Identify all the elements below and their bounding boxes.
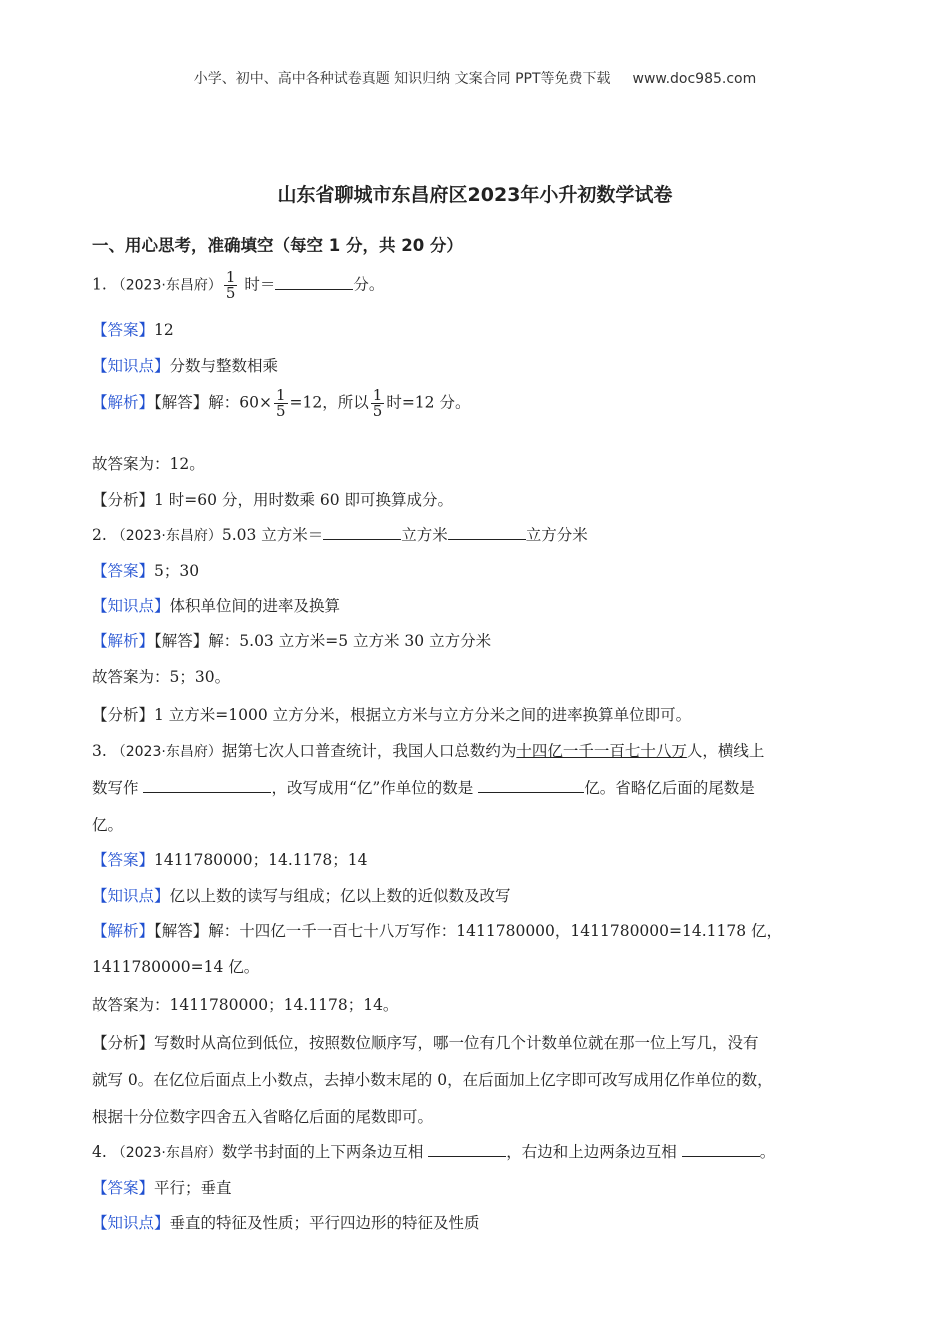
answer-blank[interactable] (682, 1140, 760, 1157)
final-answer-row: 故答案为：1411780000；14.1178；14。 (92, 996, 399, 1014)
analysis-row-2: 1411780000=14 亿。 (92, 958, 260, 976)
header-site-link[interactable]: www.doc985.com (632, 71, 757, 87)
answer-blank[interactable] (478, 776, 584, 793)
fraction: $\frac{1}{5}$ (276, 386, 286, 420)
question-2: 2. （2023·东昌府）5.03 立方米＝ 立方米 立方分米 (92, 523, 588, 545)
knowledge-row: 【知识点】亿以上数的读写与组成；亿以上数的近似数及改写 (92, 887, 511, 905)
analysis-row: 【解析】【解答】解：60× $\frac{1}{5}$ =12，所以 $\frac{1}{5}$ 时=12 分。 (92, 386, 471, 420)
knowledge-row: 【知识点】体积单位间的进率及换算 (92, 597, 341, 615)
answer-blank[interactable] (428, 1140, 506, 1157)
fenxi-row-2: 就写 0。在亿位后面点上小数点，去掉小数末尾的 0，在后面加上亿字即可改写成用亿作单位的数， (92, 1071, 773, 1089)
knowledge-row: 【知识点】分数与整数相乘 (92, 357, 279, 375)
final-answer-row: 故答案为：5；30。 (92, 668, 231, 686)
answer-blank[interactable] (448, 523, 526, 540)
analysis-row: 【解析】【解答】解：5.03 立方米=5 立方米 30 立方分米 (92, 632, 492, 650)
answer-row: 【答案】1411780000；14.1178；14 (92, 851, 368, 869)
knowledge-row: 【知识点】垂直的特征及性质；平行四边形的特征及性质 (92, 1214, 480, 1232)
answer-blank[interactable] (143, 776, 271, 793)
header-text: 小学、初中、高中各种试卷真题 知识归纳 文案合同 PPT等免费下载 (193, 71, 611, 87)
document-title: 山东省聊城市东昌府区2023年小升初数学试卷 (277, 184, 673, 206)
fenxi-row-3: 根据十分位数字四舍五入省略亿后面的尾数即可。 (92, 1108, 434, 1126)
answer-row: 【答案】5；30 (92, 562, 200, 580)
answer-row: 【答案】12 (92, 321, 174, 339)
answer-blank[interactable] (275, 273, 353, 290)
site-header (0, 68, 950, 88)
fraction: $\frac{1}{5}$ (225, 268, 236, 302)
section-title: 一、用心思考，准确填空（每空 1 分，共 20 分） (92, 236, 463, 255)
fenxi-row: 【分析】1 时=60 分，用时数乘 60 即可换算成分。 (92, 491, 454, 509)
fenxi-row: 【分析】写数时从高位到低位，按照数位顺序写，哪一位有几个计数单位就在那一位上写几，没有 (92, 1034, 759, 1052)
question-4: 4. （2023·东昌府）数学书封面的上下两条边互相 ，右边和上边两条边互相 。 (92, 1140, 775, 1162)
question-1: 1. （2023·东昌府） $\frac{1}{5}$ 时＝ 分。 (92, 268, 385, 302)
final-answer-row: 故答案为：12。 (92, 455, 205, 473)
fraction: $\frac{1}{5}$ (372, 386, 383, 420)
answer-row: 【答案】平行；垂直 (92, 1179, 232, 1197)
question-3: 3. （2023·东昌府）据第七次人口普查统计，我国人口总数约为十四亿一千一百七十八万人，横线上 (92, 742, 765, 760)
question-3-line-3: 亿。 (92, 816, 124, 834)
answer-blank[interactable] (323, 523, 401, 540)
question-3-line-2: 数写作 ，改写成用“亿”作单位的数是 亿。省略亿后面的尾数是 (92, 776, 755, 798)
fenxi-row: 【分析】1 立方米=1000 立方分米，根据立方米与立方分米之间的进率换算单位即可。 (92, 706, 692, 724)
analysis-row: 【解析】【解答】解：十四亿一千一百七十八万写作：1411780000，1411780000=14.1178 亿， (92, 922, 783, 940)
